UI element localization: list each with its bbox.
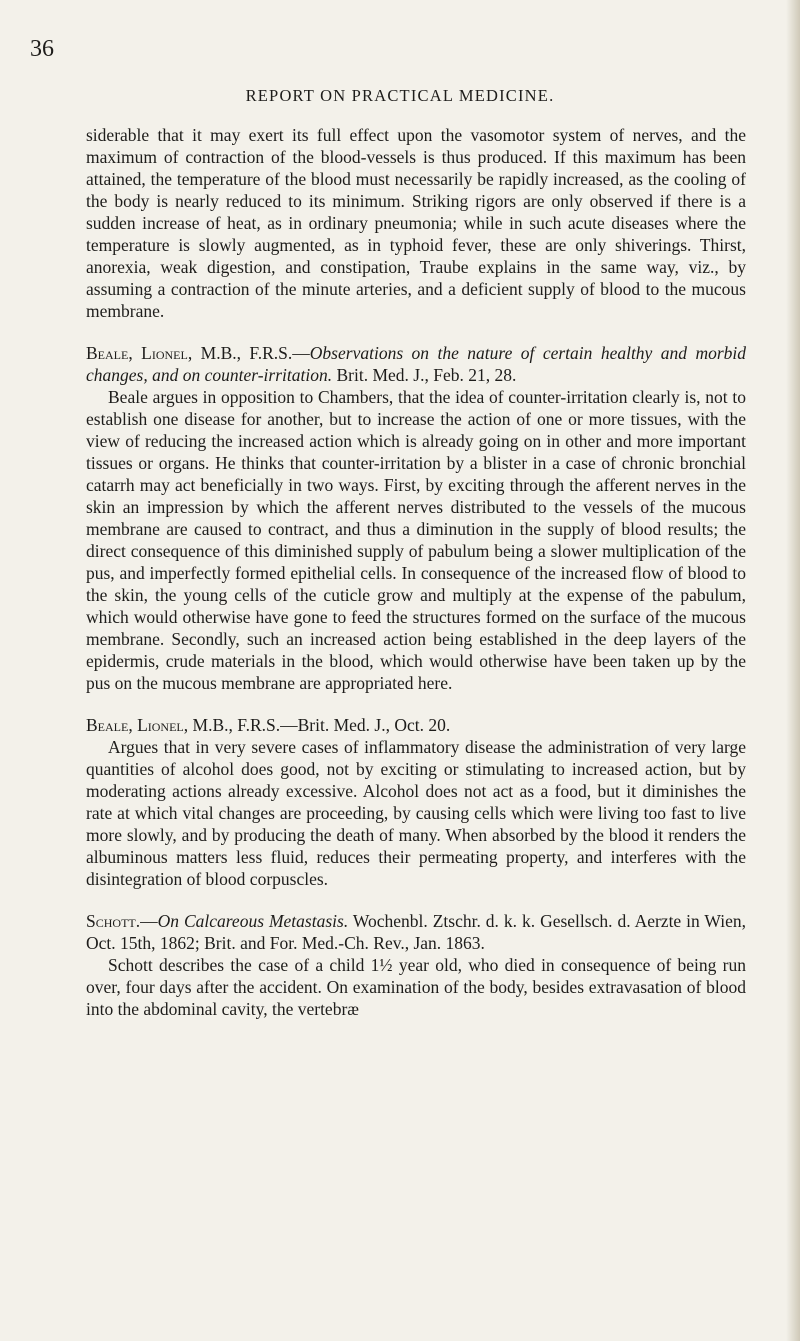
page-edge-shadow <box>786 0 800 1341</box>
entry-source: Brit. Med. J., Feb. 21, 28. <box>332 365 517 385</box>
page-body <box>86 124 746 1020</box>
citation-entry-beale-1 <box>86 342 746 386</box>
entry-credentials: , M.B., F.R.S.— <box>183 715 298 735</box>
citation-entry-beale-2 <box>86 714 746 736</box>
citation-entry-schott <box>86 910 746 954</box>
entry-summary: Schott describes the case of a child 1½ year old, who died in consequence of being run over, four days after the accident. On examination of the body, besides extravasation of blood into the abdominal cavity, the vertebræ <box>86 955 746 1019</box>
running-head: REPORT ON PRACTICAL MEDICINE. <box>245 86 555 105</box>
entry-title: On Calcareous Metastasis. <box>157 911 349 931</box>
entry-author: Beale, Lionel <box>86 343 188 363</box>
entry-author: Beale, Lionel <box>86 715 184 735</box>
entry-author: Schott <box>86 911 136 931</box>
entry-credentials: .— <box>135 911 158 931</box>
entry-source: Brit. Med. J., Oct. 20. <box>297 715 451 735</box>
entry-title: Observations on the nature of certain healthy and morbid changes, and on counter-irritation. <box>86 343 746 385</box>
page-number: 36 <box>30 36 54 62</box>
entry-source: Wochenbl. Ztschr. d. k. k. Gesellsch. d. Aerzte in Wien, Oct. 15th, 1862; Brit. and For. Med.-Ch. Rev., Jan. 1863. <box>86 911 746 953</box>
continued-paragraph: siderable that it may exert its full effect upon the vasomotor system of nerves, and the maximum of contraction of the blood-vessels is thus produced. If this maximum has been attained, the temperature of the blood must necessarily be rapidly increased, as the cooling of the body is nearly reduced to its minimum. Striking rigors are only observed if there is a sudden increase of heat, as in ordinary pneumonia; while in such acute diseases where the temperature is slowly augmented, as in typhoid fever, these are only shiverings. Thirst, anorexia, weak digestion, and constipation, Traube explains in the same way, viz., by assuming a contraction of the minute arteries, and a deficient supply of blood to the mucous membrane. <box>86 125 746 321</box>
entry-summary: Beale argues in opposition to Chambers, that the idea of counter-irritation clearly is, not to establish one disease for another, but to increase the action of one or more tissues, with the view of reducing the increased action which is already going on in other and more important tissues or organs. He thinks that counter-irritation by a blister in a case of chronic bronchial catarrh may act beneficially in two ways. First, by exciting through the afferent nerves in the skin an impression by which the afferent nerves distributed to the vessels of the mucous membrane are caused to contract, and thus a diminution in the supply of blood results; the direct consequence of this diminished supply of pabulum being a slower multiplication of the pus, and imperfectly formed epithelial cells. In consequence of the increased flow of blood to the skin, the young cells of the cuticle grow and multiply at the expense of the pabulum, which would otherwise have gone to feed the structures formed on the surface of the mucous membrane. Secondly, such an increased action being established in the deep layers of the epidermis, crude materials in the blood, which would otherwise have been taken up by the pus on the mucous membrane are appropriated here. <box>86 387 746 693</box>
entry-summary: Argues that in very severe cases of inflammatory disease the administration of very large quantities of alcohol does good, not by exciting or stimulating to increased action, but by moderating actions already excessive. Alcohol does not act as a food, but it diminishes the rate at which vital changes are proceeding, by causing cells which were living too fast to live more slowly, and by producing the death of many. When absorbed by the blood it renders the albuminous matters less fluid, reduces their permeating property, and interferes with the disintegration of blood corpuscles. <box>86 737 746 889</box>
entry-credentials: , M.B., F.R.S.— <box>187 343 310 363</box>
